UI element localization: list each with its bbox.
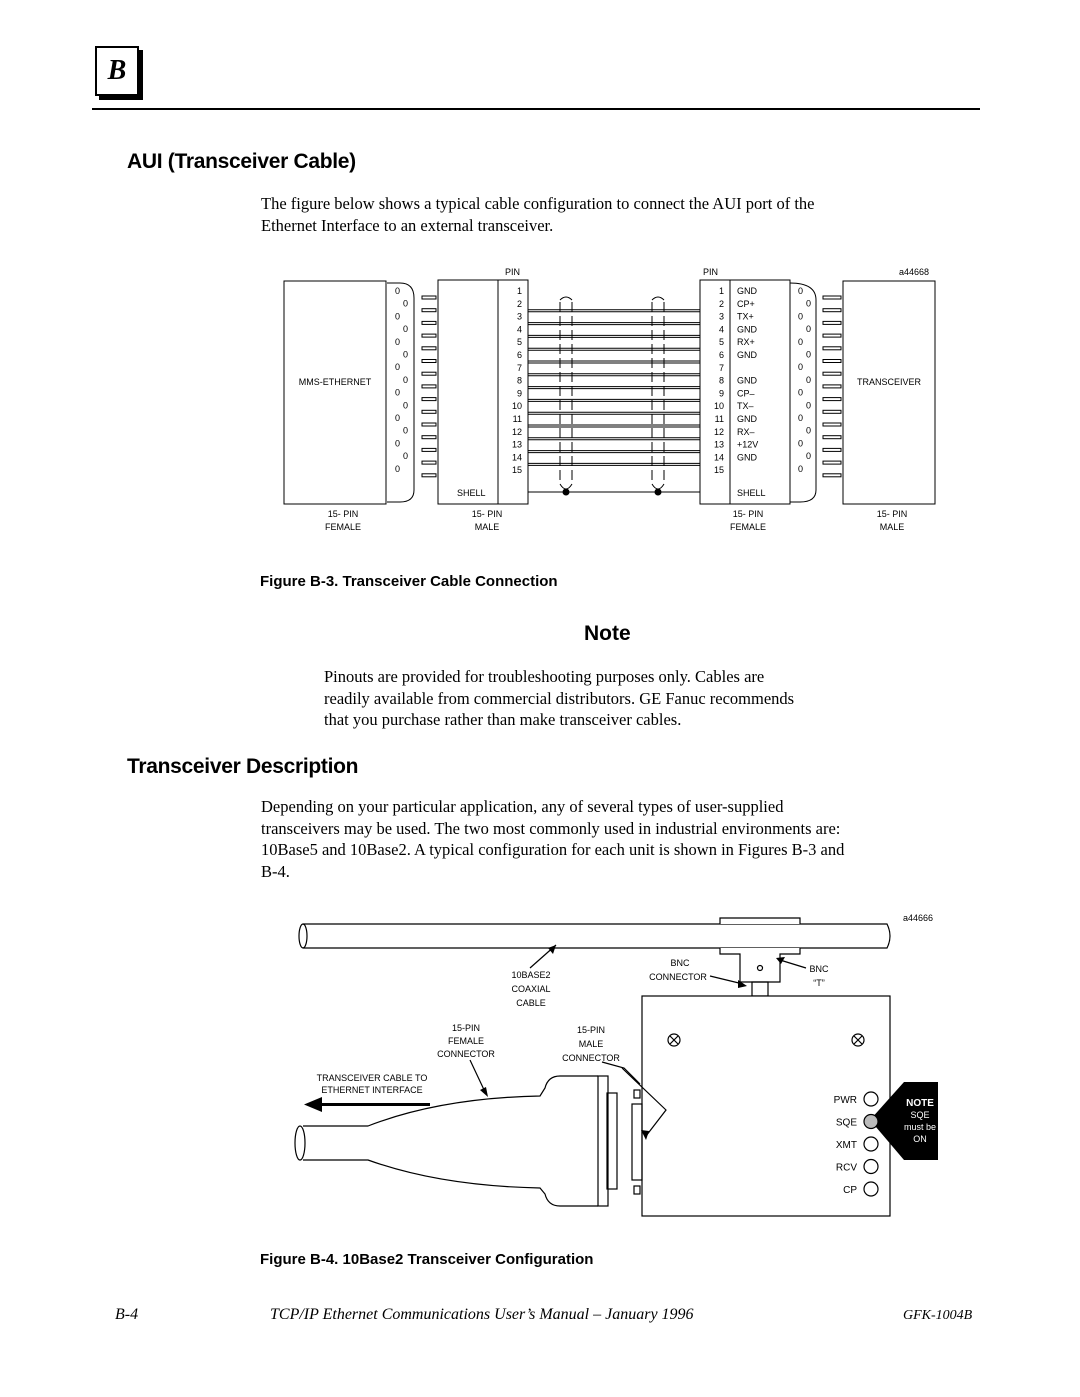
footer-doc-id: GFK-1004B (903, 1308, 973, 1323)
male-pin (422, 398, 436, 401)
male-pin (823, 309, 841, 312)
pin-signal-label: CP– (737, 388, 755, 399)
pin-number-right: 8 (718, 375, 724, 386)
male-pin (823, 448, 841, 451)
shell-label-left: SHELL (457, 488, 486, 498)
male-pin (422, 372, 436, 375)
male-connector-port (632, 1104, 642, 1180)
paragraph-line: 10Base5 and 10Base2. A typical configuration for each unit is shown in Figures B-3 and (261, 840, 845, 859)
shield-drain (560, 484, 572, 489)
pin-header-left: PIN (505, 267, 521, 277)
pin-contact: 0 (395, 413, 401, 423)
pin-number-left: 3 (516, 311, 522, 322)
right-device-label: TRANSCEIVER (856, 377, 922, 387)
figure-b3-caption: Figure B-3. Transceiver Cable Connection (260, 573, 558, 590)
pin-signal-label: TX– (737, 401, 754, 412)
male-pin (422, 309, 436, 312)
male-connector-label: MALE (578, 1039, 604, 1049)
pin-number-left: 4 (516, 324, 522, 335)
shell-label-right: SHELL (737, 488, 766, 498)
pin-number-right: 7 (718, 362, 724, 373)
transceiver-cable-plug (303, 1076, 598, 1206)
pin-contact: 0 (395, 387, 401, 398)
male-pin (422, 296, 436, 299)
left-device-label: MMS-ETHERNET (298, 377, 372, 387)
pin-number-left: 8 (516, 375, 522, 386)
note-badge-line: must be (903, 1122, 937, 1132)
paragraph-line: The figure below shows a typical cable configuration to connect the AUI port of the (261, 194, 815, 213)
left-female-connector (387, 283, 414, 502)
male-pin (422, 436, 436, 439)
pin-contact: 0 (403, 298, 409, 309)
led-label: RCV (835, 1162, 857, 1174)
pin-number-right: 14 (713, 452, 724, 463)
pin-number-left: 14 (511, 452, 522, 463)
note-badge-line: SQE (910, 1110, 930, 1120)
pin-number-left: 10 (511, 401, 522, 412)
bnc-t-label: “T” (813, 978, 825, 988)
pin-number-right: 3 (718, 311, 724, 322)
pin-header-right: PIN (703, 267, 719, 277)
male-pin (422, 360, 436, 363)
figure-b4-caption: Figure B-4. 10Base2 Transceiver Configuration (260, 1251, 594, 1268)
pin-contact: 0 (806, 349, 812, 360)
male-pin (422, 347, 436, 350)
cable-label: TRANSCEIVER CABLE TO (316, 1073, 428, 1083)
female-connector-label: 15-PIN (451, 1023, 481, 1033)
pin-signal-label: GND (737, 286, 757, 296)
pin-contact: 0 (806, 324, 812, 335)
chapter-tab (95, 46, 139, 96)
footer-title: TCP/IP Ethernet Communications User’s Manual – January 1996 (270, 1306, 694, 1323)
shield-drain (652, 484, 664, 489)
male-pin (422, 385, 436, 388)
pin-contact: 0 (798, 438, 804, 449)
pin-contact: 0 (403, 349, 409, 360)
pin-contact: 0 (798, 336, 804, 347)
section-heading-aui: AUI (Transceiver Cable) (127, 150, 356, 173)
coax-label: COAXIAL (511, 984, 551, 994)
pin-number-right: 10 (713, 401, 724, 412)
coaxial-cable (303, 924, 890, 948)
pin-signal-label: GND (737, 414, 757, 424)
pin-number-left: 13 (511, 439, 522, 450)
pin-signal-label: +12V (737, 439, 759, 450)
led-indicator (864, 1092, 878, 1106)
footer-page-number: B-4 (115, 1306, 139, 1323)
connector-type-label: FEMALE (729, 522, 767, 532)
male-pin (823, 410, 841, 413)
coax-end-left (299, 924, 307, 948)
male-pin (422, 410, 436, 413)
pin-number-right: 5 (718, 337, 724, 348)
pin-number-right: 13 (713, 439, 724, 450)
led-indicator (864, 1137, 878, 1151)
female-connector-label: FEMALE (447, 1036, 485, 1046)
pin-signal-label: GND (737, 350, 757, 360)
transceiver-unit (642, 996, 890, 1216)
bnc-t-label: BNC (809, 964, 829, 974)
male-pin (823, 372, 841, 375)
pin-number-left: 7 (516, 362, 522, 373)
pin-number-right: 9 (718, 388, 724, 399)
pin-signal-label: CP+ (737, 298, 755, 309)
male-connector-label: 15-PIN (576, 1025, 606, 1035)
male-pin (823, 334, 841, 337)
led-indicator (864, 1182, 878, 1196)
paragraph-line: Depending on your particular application, any of several types of user-supplied (261, 797, 784, 816)
male-pin (823, 423, 841, 426)
cable-label: ETHERNET INTERFACE (321, 1085, 423, 1095)
pin-number-left: 6 (516, 350, 522, 360)
section-heading-transceiver-description: Transceiver Description (127, 755, 359, 778)
male-pin (823, 461, 841, 464)
pin-number-left: 12 (511, 426, 522, 437)
pin-contact: 0 (798, 311, 804, 322)
figure-b4-diagram (0, 905, 1080, 1225)
male-pin (823, 474, 841, 477)
connector-size-label: 15- PIN (876, 509, 908, 519)
pin-signal-label: RX– (737, 426, 755, 437)
section-transceiver-paragraph (261, 796, 844, 882)
led-label: PWR (833, 1095, 857, 1106)
connector-type-label: MALE (879, 522, 905, 532)
pin-contact: 0 (806, 374, 812, 385)
coax-label: CABLE (516, 998, 546, 1008)
connector-type-label: MALE (474, 522, 500, 532)
pin-contact: 0 (395, 311, 401, 322)
pin-signal-label: TX+ (737, 311, 754, 322)
note-badge-title: NOTE (906, 1098, 934, 1109)
pin-contact: 0 (403, 324, 409, 335)
figure-id: a44668 (898, 267, 929, 277)
header-rule (92, 108, 980, 110)
led-indicator (864, 1115, 878, 1129)
coax-label: 10BASE2 (511, 970, 551, 980)
pin-contact: 0 (798, 362, 804, 373)
pin-contact: 0 (403, 425, 409, 436)
pin-number-right: 11 (714, 414, 724, 424)
connector-size-label: 15- PIN (471, 509, 503, 519)
pin-contact: 0 (798, 463, 804, 474)
male-pin (422, 423, 436, 426)
male-pin (823, 398, 841, 401)
pin-contact: 0 (395, 463, 401, 474)
male-pin (823, 436, 841, 439)
paragraph-line: Ethernet Interface to an external transceiver. (261, 215, 554, 235)
connector-type-label: FEMALE (324, 522, 362, 532)
male-pin (823, 347, 841, 350)
pin-contact: 0 (395, 438, 401, 449)
paragraph-line: transceivers may be used. The two most commonly used in industrial environments are: (261, 818, 841, 838)
note-badge-line: ON (913, 1134, 927, 1144)
pin-number-right: 6 (718, 350, 724, 360)
note-heading: Note (584, 622, 631, 645)
bnc-connector (752, 982, 768, 996)
led-label: XMT (835, 1140, 857, 1151)
pin-contact: 0 (798, 387, 804, 398)
pin-contact: 0 (403, 374, 409, 385)
pin-contact: 0 (798, 286, 804, 296)
mms-ethernet-box (284, 281, 386, 504)
male-pin (422, 474, 436, 477)
female-connector-label: CONNECTOR (437, 1049, 495, 1059)
male-pin (823, 321, 841, 324)
pin-contact: 0 (806, 400, 812, 411)
transceiver-box (843, 281, 935, 504)
figure-b3-diagram (0, 260, 1080, 540)
paragraph-line: that you purchase rather than make transceiver cables. (324, 710, 682, 729)
pin-contact: 0 (395, 336, 401, 347)
male-pin (422, 448, 436, 451)
bnc-connector-label: CONNECTOR (649, 972, 707, 982)
pin-signal-label: GND (737, 324, 757, 335)
pin-contact: 0 (403, 400, 409, 411)
male-pin (823, 360, 841, 363)
pin-number-right: 2 (718, 298, 724, 309)
pin-number-right: 15 (713, 465, 724, 476)
pin-signal-label: GND (737, 452, 757, 463)
pin-number-left: 9 (516, 388, 522, 399)
pin-contact: 0 (395, 362, 401, 373)
male-connector-label: CONNECTOR (562, 1053, 620, 1063)
led-indicator (864, 1160, 878, 1174)
pin-number-left: 1 (516, 286, 522, 296)
led-label: SQE (835, 1117, 857, 1129)
pin-number-left: 15 (511, 465, 522, 476)
pin-number-left: 2 (516, 298, 522, 309)
pin-number-right: 4 (718, 324, 724, 335)
male-pin (422, 461, 436, 464)
note-paragraph (324, 666, 794, 731)
pin-signal-label: RX+ (737, 337, 755, 348)
pin-contact: 0 (806, 425, 812, 436)
pin-number-right: 12 (713, 426, 724, 437)
male-pin (823, 296, 841, 299)
pin-signal-label: GND (737, 375, 757, 386)
pin-contact: 0 (395, 286, 401, 296)
paragraph-line: Pinouts are provided for troubleshooting purposes only. Cables are (324, 667, 765, 686)
section-aui-paragraph (261, 193, 815, 236)
male-pin (422, 321, 436, 324)
pin-contact: 0 (798, 413, 804, 423)
pin-number-left: 5 (516, 337, 522, 348)
led-label: CP (843, 1185, 857, 1196)
pin-contact: 0 (806, 298, 812, 309)
connector-size-label: 15- PIN (327, 509, 359, 519)
bnc-connector-label: BNC (670, 958, 690, 968)
figure-id: a44666 (902, 913, 933, 923)
male-pin (422, 334, 436, 337)
paragraph-line: readily available from commercial distributors. GE Fanuc recommends (324, 688, 795, 708)
male-pin (823, 385, 841, 388)
pin-contact: 0 (403, 451, 409, 462)
bnc-t-connector (720, 918, 800, 982)
pin-contact: 0 (806, 451, 812, 462)
connector-size-label: 15- PIN (732, 509, 764, 519)
pin-number-right: 1 (718, 286, 724, 296)
pin-number-left: 11 (512, 414, 522, 424)
paragraph-line: B-4. (261, 861, 290, 881)
chapter-letter: B (107, 55, 127, 86)
